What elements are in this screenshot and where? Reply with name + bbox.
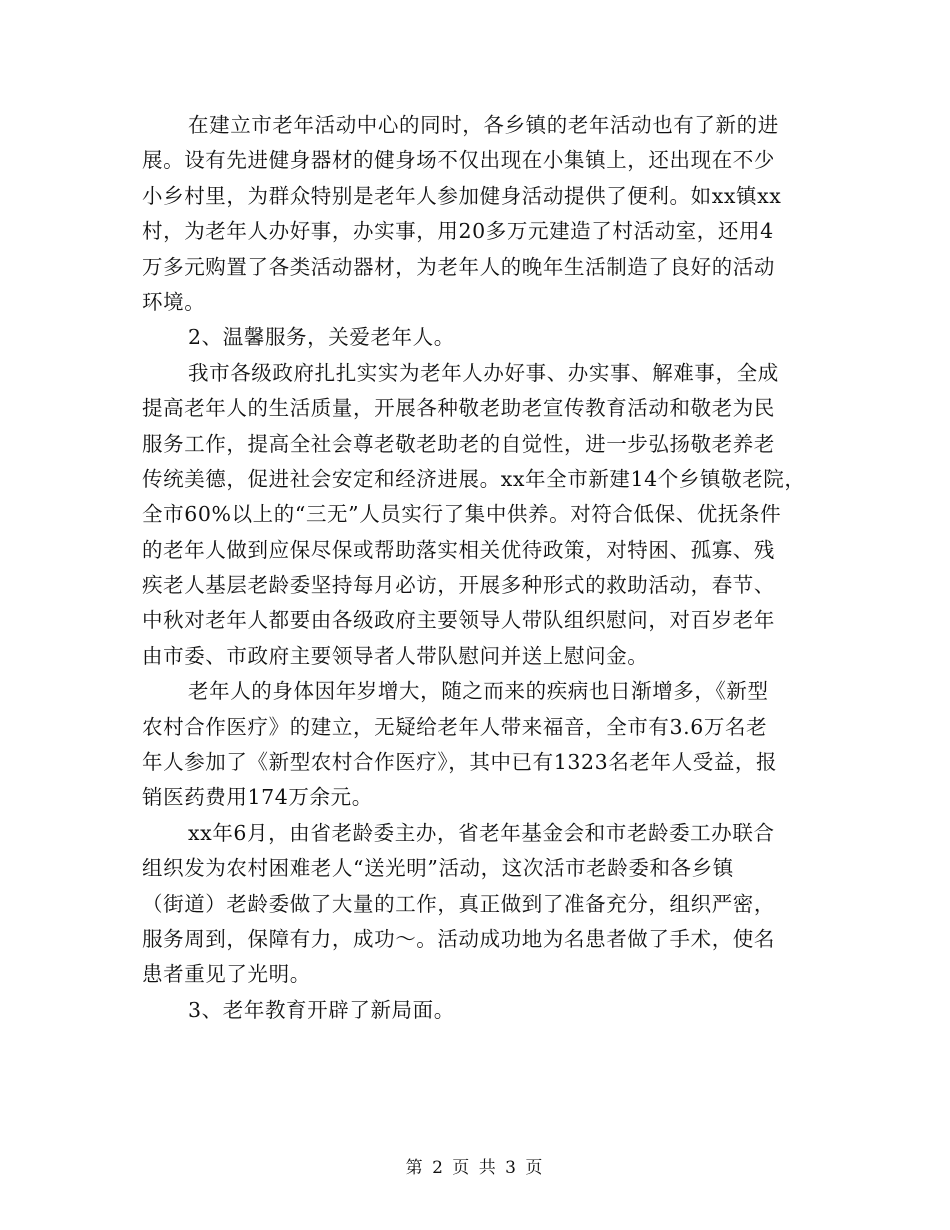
paragraph-line: 服务工作，提高全社会尊老敬老助老的自觉性，进一步弘扬敬老养老 — [142, 431, 775, 456]
paragraph-line: 年人参加了《新型农村合作医疗》，其中已有1323名老年人受益，报 — [142, 750, 778, 775]
paragraph-line: 村，为老年人办好事，办实事，用20多万元建造了村活动室，还用4 — [142, 219, 774, 244]
paragraph-line: xx年6月，由省老龄委主办，省老年基金会和市老龄委工办联合 — [188, 820, 775, 845]
paragraph-line: 老年人的身体因年岁增大，随之而来的疾病也日渐增多，《新型 — [188, 679, 769, 704]
paragraph-line: 展。设有先进健身器材的健身场不仅出现在小集镇上，还出现在不少 — [142, 148, 775, 173]
section-heading: 2、温馨服务，关爱老年人。 — [188, 325, 455, 350]
paragraph-line: 组织发为农村困难老人“送光明”活动，这次活市老龄委和各乡镇 — [142, 856, 734, 881]
paragraph-line: 环境。 — [142, 289, 206, 314]
paragraph-line: 提高老年人的生活质量，开展各种敬老助老宣传教育活动和敬老为民 — [142, 396, 775, 421]
paragraph-line: 患者重见了光明。 — [142, 962, 311, 987]
paragraph-line: 在建立市老年活动中心的同时，各乡镇的老年活动也有了新的进 — [188, 113, 779, 137]
paragraph-line: 的老年人做到应保尽保或帮助落实相关优待政策，对特困、孤寡、残 — [142, 537, 775, 562]
paragraph-line: 农村合作医疗》的建立，无疑给老年人带来福音，全市有3.6万名老 — [142, 714, 768, 739]
paragraph-line: 万多元购置了各类活动器材，为老年人的晚年生活制造了良好的活动 — [142, 254, 775, 279]
paragraph-line: 疾老人基层老龄委坚持每月必访，开展多种形式的救助活动，春节、 — [142, 573, 775, 598]
document-body — [142, 108, 822, 1028]
paragraph-line: 传统美德，促进社会安定和经济进展。xx年全市新建14个乡镇敬老院， — [142, 466, 806, 491]
paragraph-line: 中秋对老年人都要由各级政府主要领导人带队组织慰问，对百岁老年 — [142, 608, 775, 633]
paragraph-line: 全市60%以上的“三无”人员实行了集中供养。对符合低保、优抚条件 — [142, 502, 782, 527]
paragraph-line: 销医药费用174万余元。 — [142, 785, 373, 810]
paragraph-line: 服务周到，保障有力，成功～。活动成功地为名患者做了手术，使名 — [142, 926, 775, 951]
paragraph-line: 小乡村里，为群众特别是老年人参加健身活动提供了便利。如xx镇xx — [142, 183, 782, 208]
paragraph-line: （街道）老龄委做了大量的工作，真正做到了准备充分，组织严密， — [142, 891, 775, 916]
page-footer: 第 2 页 共 3 页 — [405, 1158, 545, 1178]
paragraph-line: 由市委、市政府主要领导者人带队慰问并送上慰问金。 — [142, 643, 649, 668]
section-heading: 3、老年教育开辟了新局面。 — [188, 997, 455, 1022]
paragraph-line: 我市各级政府扎扎实实为老年人办好事、办实事、解难事，全成 — [188, 360, 779, 385]
